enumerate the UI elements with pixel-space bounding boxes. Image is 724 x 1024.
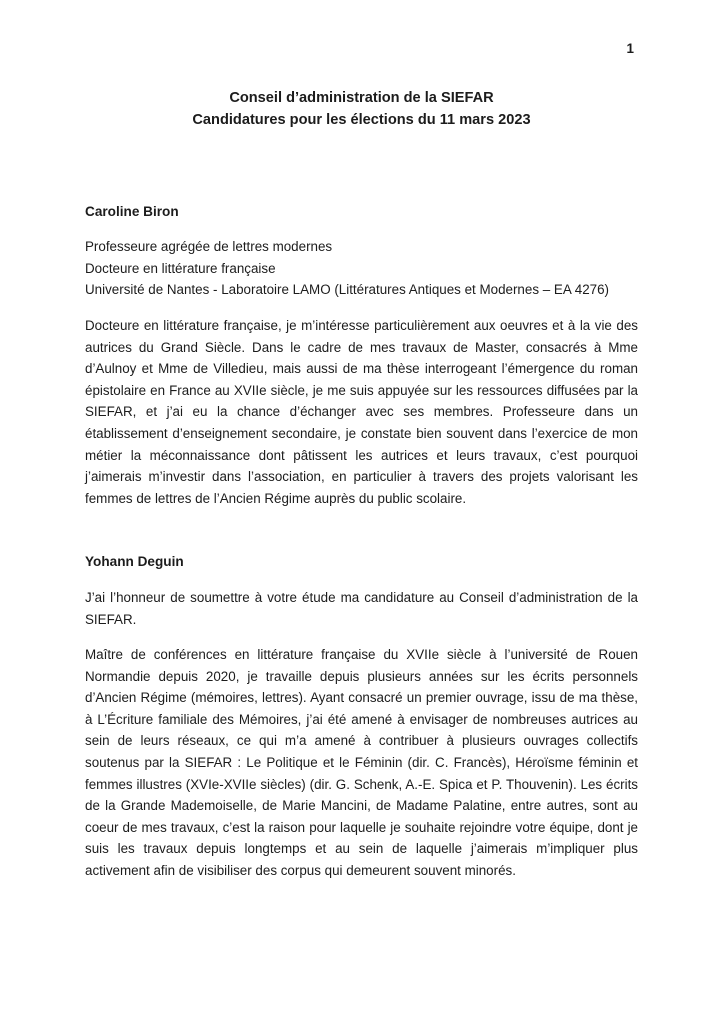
candidate-info-block [85, 236, 638, 301]
candidate-statement: Maître de conférences en littérature française du XVIIe siècle à l’université de Rouen Normandie depuis 2020, je travaille depuis plusieurs années sur les écrits personnels d’Ancien Régime (mémoires, lettres). Ayant consacré un premier ouvrage, issu de ma thèse, à L’Écriture familiale des Mémoires, j’ai été amené à envisager de nombreuses autrices au sein de leurs réseaux, ce qui m’a amené à contribuer à plusieurs ouvrages collectifs soutenus par la SIEFAR : Le Politique et le Féminin (dir. C. Francès), Héroïsme féminin et femmes illustres (XVIe-XVIIe siècles) (dir. G. Schenk, A.-E. Spica et P. Thouvenin). Les écrits de la Grande Mademoiselle, de Marie Mancini, de Madame Palatine, entre autres, sont au coeur de mes travaux, c’est la raison pour laquelle je souhaite rejoindre votre équipe, dont je suis les travaux depuis longtemps et au sein de laquelle j’aimerais m’impliquer plus activement afin de visibiliser des corpus qui demeurent souvent minorés. [85, 647, 638, 879]
candidate-intro: J’ai l’honneur de soumettre à votre étude ma candidature au Conseil d’administration de la SIEFAR. [85, 589, 638, 627]
candidate-name-yohann-deguin: Yohann Deguin [85, 554, 184, 570]
candidate-info-line: Professeure agrégée de lettres modernes [85, 239, 333, 255]
title-line-2: Candidatures pour les élections du 11 mars 2023 [192, 112, 531, 129]
candidate-statement: Docteure en littérature française, je m’intéresse particulièrement aux oeuvres et à la vie des autrices du Grand Siècle. Dans le cadre de mes travaux de Master, consacrés à Mme d’Aulnoy et Mme de Villedieu, mais aussi de ma thèse interrogeant l’émergence du roman épistolaire en France au XVIIe siècle, je me suis appuyée sur les ressources diffusées par la SIEFAR, et j’ai eu la chance d’échanger avec ses membres. Professeure dans un établissement d’enseignement secondaire, je constate bien souvent dans l’exercice de mon métier la méconnaissance dont pâtissent les autrices et leurs travaux, c’est pourquoi j’aimerais m’investir dans l’association, en particulier à travers des projets valorisant les femmes de lettres de l’Ancien Régime auprès du public scolaire. [85, 317, 638, 506]
candidate-info-line: Université de Nantes - Laboratoire LAMO (Littératures Antiques et Modernes – EA 4276) [85, 282, 609, 298]
title-line-1: Conseil d’administration de la SIEFAR [229, 89, 494, 106]
document-title [85, 87, 638, 132]
candidate-section-yohann-deguin [85, 551, 638, 881]
candidate-name-caroline-biron: Caroline Biron [85, 203, 179, 219]
candidate-section-caroline-biron [85, 201, 638, 510]
candidate-info-line: Docteure en littérature française [85, 260, 276, 276]
page-number: 1 [626, 41, 634, 56]
